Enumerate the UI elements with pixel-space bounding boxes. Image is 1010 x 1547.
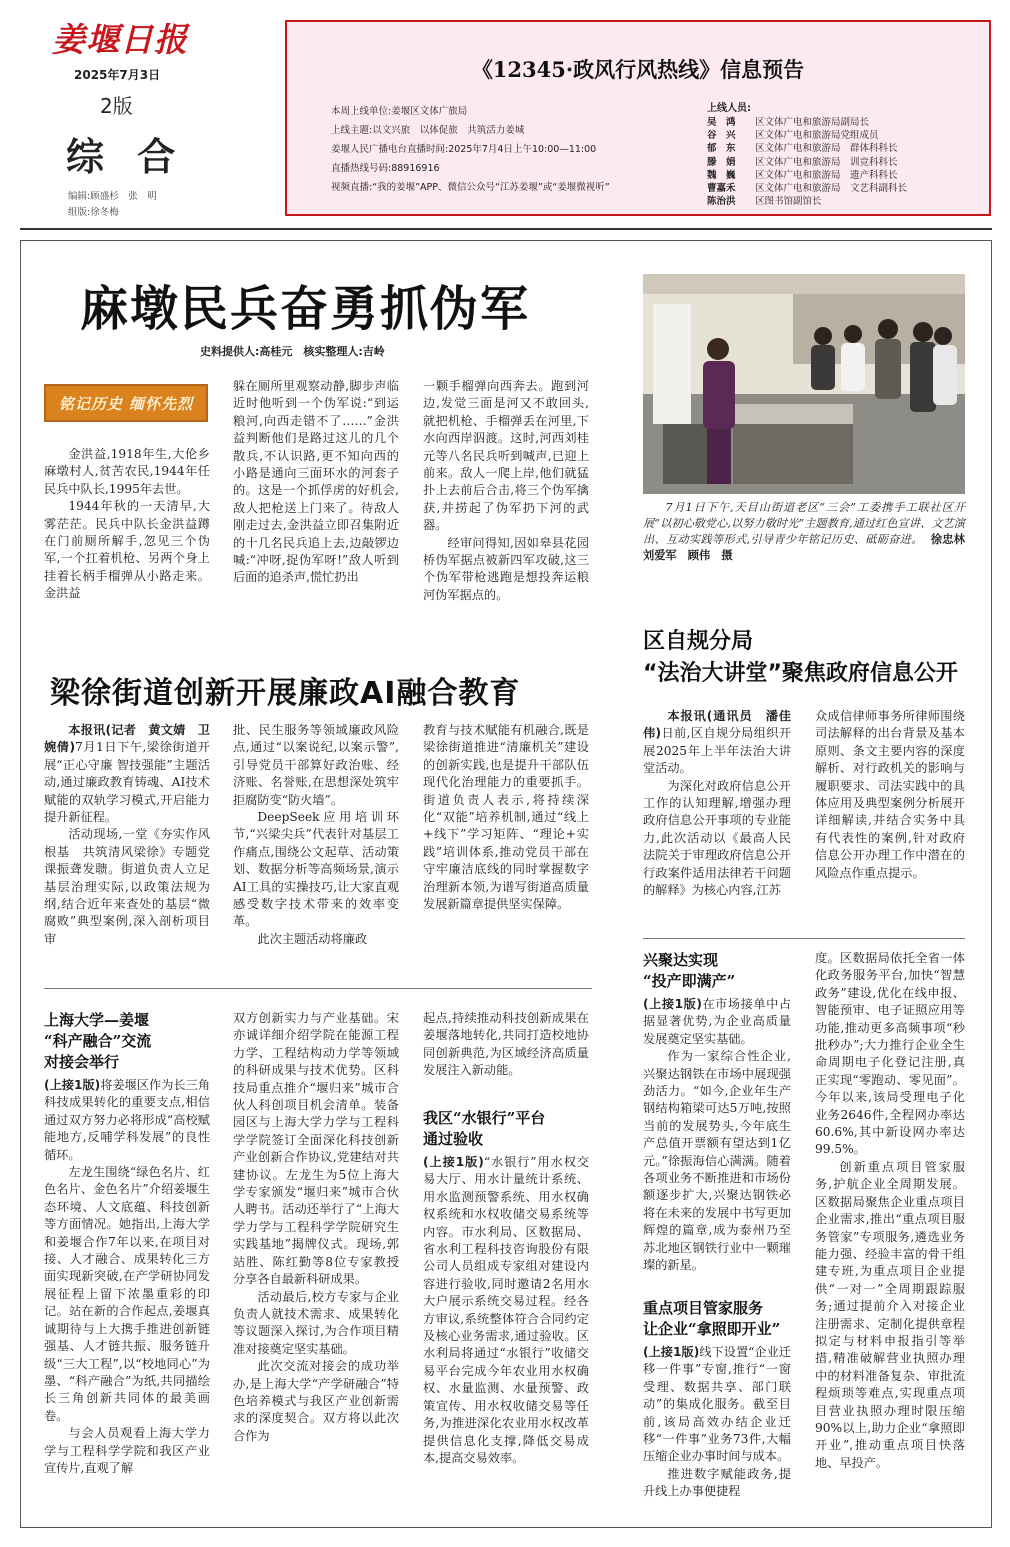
article7-headline: 重点项目管家服务 让企业“拿照即开业”	[643, 1299, 781, 1338]
photo-credit: 徐忠林 刘爱军 顾伟 摄	[643, 533, 977, 562]
article2-col2: 批、民生服务等领域廉政风险点,通过“以案说纪,以案示警”,引导党员干部算好政治账、经济账、名誉账,在思想深处筑牢拒腐防变“防火墙”。 DeepSeek应用培训环节,“兴梁尖兵”代表针对基层工作痛点,围绕公文起草、活动策划、数据分析等高频场景,演示AI工具的实操技巧,让大家直观感受数字技术带来的效率变革。 此次主题活动将廉政	[233, 723, 399, 946]
issue-date: 2025年7月3日	[74, 68, 161, 82]
hotline-notice	[285, 20, 991, 216]
article3-col2: 众成信律师事务所律师围绕司法解释的出台背景及基本原则、条文主要内容的深度解析、对行政机关的影响与履职要求、司法实践中的具体应用及典型案例分析展开详细解读,并结合实务中具有代表性的案例,针对政府信息公开办理工作中潜在的风险点作重点提示。	[815, 709, 965, 880]
article4-col1: 上海大学—姜堰 “科产融合”交流 对接会举行 (上接1版)将姜堰区作为长三角科技成果转化的重要支点,相信通过双方努力必将形成“高校赋能地方,反哺学科发展”的良性循环。 左龙生围绕“绿色名片、红色名片、金色名片”介绍姜堰生态环境、人文底蕴、科技创新等方面情况。她指出,上海大学和姜堰合作7年以来,在项目对接、人才融合、成果转化三方面实现新突破,在产学研协同发展征程上留下浓墨重彩的印记。站在新的合作起点,姜堰真诚期待与上大携手推进创新链强基、人才链共振、服务链升级“三大工程”,以“校地同心”为墨、“科产融合”为纸,共同描绘长三角创新共同体的最美画卷。 与会人员观看上海大学力学与工程科学学院和我区产业宣传片,直观了解	[44, 1011, 211, 1475]
article7-col1: 重点项目管家服务 让企业“拿照即开业” (上接1版)线下设置“企业迁移一件事”专窗,推行“一窗受理、数据共享、部门联动”的集成化服务。截至目前,该局高效办结企业迁移“一件事”业务73件,大幅压缩企业办事时间与成本。 推进数字赋能政务,提升线上办事便捷程	[643, 1299, 792, 1499]
article6-col: 兴聚达实现 “投产即满产” (上接1版)在市场接单中占据显著优势,为企业高质量发展奠定坚实基础。 作为一家综合性企业,兴聚达钢铁在市场中展现强劲活力。“如今,企业年生产钢结构箱梁可达5万吨,按照当前的发展势头,今年底生产总值开票额有望达到1亿元。”徐振海信心满满。随着各项业务不断推进和市场份额逐步扩大,兴聚达钢铁必将在未来的发展中书写更加辉煌的篇章,成为泰州乃至苏北地区钢铁行业中一颗璀璨的新星。	[643, 951, 792, 1273]
article3-headline-line2: “法治大讲堂”聚焦政府信息公开	[643, 661, 958, 686]
notice-title: 《12345·政风行风热线》信息预告	[471, 57, 805, 82]
article4-col3: 起点,持续推动科技创新成果在姜堰落地转化,共同打造校地协同创新典范,为区域经济高质量发展注入新动能。	[423, 1011, 589, 1078]
notice-hotline: 直播热线号码:88916916	[331, 163, 440, 174]
article2-col1: 本报讯(记者 黄文婧 卫婉倩)7月1日下午,梁徐街道开展“正心守廉 智技强能”主题活动,通过廉政教育铸魂、AI技术赋能的双轨学习模式,开启能力提升新征程。 活动现场,一堂《夯实作风根基 共筑清风梁徐》专题党课振聋发聩。街道负责人立足基层治理实际,以政策法规为纲,结合近年来查处的基层“微腐败”典型案例,深入剖析项目审	[44, 723, 210, 946]
layout-credit: 组版:徐冬梅	[68, 207, 119, 218]
article5-col: 我区“水银行”平台 通过验收 (上接1版)“水银行”用水权交易大厅、用水计量统计系统、用水监测预警系统、用水权确权系统和水权收储交易系统等内容。市水利局、区数据局、省水利工程科技咨询股份有限公司人员组成专家组对建设内容进行验收,同时邀请2名用水大户展示系统交易过程。经各方审议,系统整体符合合同约定及核心业务需求,通过验收。区水利局将通过“水银行”收储交易平台完成今年农业用水权确权、水量监测、水量预警、政策宣传、用水权收储交易等任务,为推进深化农业用水权改革提供信息化支撑,降低交易成本,提高交易效率。	[423, 1109, 589, 1465]
article1-headline: 麻墩民兵奋勇抓伪军	[80, 281, 531, 337]
right-divider	[643, 938, 965, 939]
notice-unit: 本周上线单位:姜堰区文体广旅局	[331, 106, 468, 117]
notice-staff	[707, 102, 987, 208]
masthead	[20, 14, 275, 224]
article1-byline: 史料提供人:高桂元 核实整理人:吉岭	[200, 345, 385, 358]
photo-caption	[643, 500, 977, 580]
staff-row: 郁 东 区文体广电和旅游局 群体科科长	[707, 143, 898, 155]
article3-headline-line1: 区自规分局	[643, 629, 754, 654]
edition-number: 2版	[100, 94, 133, 118]
article7-col2: 度。区数据局依托全省一体化政务服务平台,加快“智慧政务”建设,优化在线申报、智能预审、电子证照应用等功能,推动更多高频事项“秒批秒办”;大力推行企业全生命周期电子化登记注册,真正实现“零跑动、零见面”。今年以来,该局受理电子化业务2646件,全程网办率达60.6%,其中新设网办率达99.5%。 创新重点项目管家服务,护航企业全周期发展。区数据局聚焦企业重点项目企业需求,推出“重点项目服务管家”专项服务,遴选业务能力强、经验丰富的骨干组建专班,为重点项目企业提供“一对一”全周期跟踪服务;通过提前介入对接企业注册需求、定制化提供章程拟定与材料申报指引等举措,精准破解营业执照办理中的材料准备复杂、审批流程烦琐等难点,实现重点项目营业执照办理时限压缩90%以上,助力企业“拿照即开业”,推动重点项目快落地、早投产。	[815, 951, 965, 1470]
editors-credit: 编辑:顾盛杉 张 明	[68, 191, 157, 202]
article2-col3: 教育与技术赋能有机融合,既是梁徐街道推进“清廉机关”建设的创新实践,也是提升干部队伍现代化治理能力的重要抓手。街道负责人表示,将持续深化“双能”培养机制,通过“线上+线下”学习矩阵、“理论+实践”培训体系,推动党员干部在守牢廉洁底线的同时掌握数字治理新本领,为谱写街道高质量发展新篇章提供坚实保障。	[423, 723, 589, 912]
notice-theme: 上线主题:以文兴旅 以体促旅 共筑活力姜城	[331, 125, 525, 136]
section-name: 综 合	[66, 134, 186, 179]
top-divider	[20, 228, 992, 230]
event-photo-image	[643, 274, 965, 494]
notice-video-live: 视频直播:“我的姜堰”APP、微信公众号“江苏姜堰”或“姜堰微视听”	[331, 182, 610, 193]
notice-details	[331, 102, 701, 197]
history-badge: 铭记历史 缅怀先烈	[44, 384, 208, 422]
section-divider	[44, 988, 592, 989]
article1-col1: 金洪益,1918年生,大伦乡麻墩村人,贫苦农民,1944年任民兵中队长,1995年去世。 1944年秋的一天清早,大雾茫茫。民兵中队长金洪益蹲在门前厕所解手,忽见三个伪军,一个扛着机枪、另两个身上挂着长柄手榴弹从小路走来。金洪益	[44, 447, 210, 601]
article3-col1: 本报讯(通讯员 潘佳伟)日前,区自规分局组织开展2025年上半年法治大讲堂活动。 为深化对政府信息公开工作的认知理解,增强办理政府信息公开事项的专业能力,此次活动以《最高人民法院关于审理政府信息公开行政案件适用法律若干问题的解释》为核心内容,江苏	[643, 709, 792, 898]
notice-broadcast-time: 姜堰人民广播电台直播时间:2025年7月4日上午10:00—11:00	[331, 144, 597, 155]
article6-headline: 兴聚达实现 “投产即满产”	[643, 951, 736, 990]
staff-row: 曹嘉禾 区文体广电和旅游局 文艺科副科长	[707, 183, 908, 195]
article4-col2: 双方创新实力与产业基础。宋亦诚详细介绍学院在能源工程力学、工程结构动力学等领域的科研成果与技术优势。区科技局重点推介“堰归来”城市合伙人科创项目机会清单。装备园区与上海大学力学与工程科学学院签订全面深化科技创新产业创新合作协议,党建结对共建协议。左龙生为5位上海大学专家颁发“堰归来”城市合伙人聘书。活动还举行了“上海大学力学与工程科学学院研究生实践基地”揭牌仪式。现场,郭站胜、陈红勤等8位专家教授分享各自最新科研成果。 活动最后,校方专家与企业负责人就技术需求、成果转化等议题深入探讨,为合作项目精准对接奠定坚实基础。 此次交流对接会的成功举办,是上海大学“产学研融合”特色培养模式与我区产业创新需求的深度契合。双方将以此次合作为	[233, 1011, 399, 1443]
newspaper-logo: 姜堰日报	[52, 20, 188, 59]
article4-headline: 上海大学—姜堰 “科产融合”交流 对接会举行	[44, 1011, 152, 1071]
staff-row: 滕 娟 区文体广电和旅游局 训竞科科长	[707, 156, 898, 168]
photo-caption-text: 7月1日下午,天目山街道老区“三会”工委携手工联社区开展“以初心敬党心,以努力敬时光”主题教育,通过红色宣讲、文艺演出、互动实践等形式,引导青少年铭记历史、砥砺奋进。	[643, 501, 965, 546]
staff-row: 陈治洪 区图书馆副馆长	[707, 196, 822, 208]
article1-col2: 躲在厕所里观察动静,脚步声临近时他听到一个伪军说:“到运粮河,向西走错不了……”金洪益判断他们是路过这儿的几个散兵,不认识路,更不知向西的小路是通向三面环水的河套子的。这是一个抓俘虏的好机会,敌人把枪送上门来了。待敌人刚走过去,金洪益立即召集附近的十几名民兵追上去,边敲锣边喊:“冲呀,捉伪军呀!”敌人听到后面的追杀声,慌忙扔出	[233, 379, 399, 585]
event-photo	[643, 274, 965, 494]
article2-headline: 梁徐街道创新开展廉政AI融合教育	[50, 676, 521, 711]
staff-row: 谷 兴 区文体广电和旅游局党组成员	[707, 130, 879, 142]
article1-col3: 一颗手榴弹向西奔去。跑到河边,发觉三面是河又不敢回头,就把机枪、手榴弹丢在河里,下水向西岸泅渡。这时,河西刘桂元等八名民兵听到喊声,已迎上前来。敌人一爬上岸,他们就猛扑上去前后合击,将三个伪军擒获,并捞起了伪军扔下河的武器。 经审问得知,因如皋县花园桥伪军据点被新四军攻破,这三个伪军带枪逃跑是想投奔运粮河伪军据点的。	[423, 379, 589, 602]
article5-headline: 我区“水银行”平台 通过验收	[423, 1109, 546, 1148]
staff-row: 吴 鸿 区文体广电和旅游局副局长	[707, 117, 870, 128]
staff-row: 魏 巍 区文体广电和旅游局 遗产科科长	[707, 169, 898, 181]
staff-title: 上线人员:	[707, 103, 751, 114]
